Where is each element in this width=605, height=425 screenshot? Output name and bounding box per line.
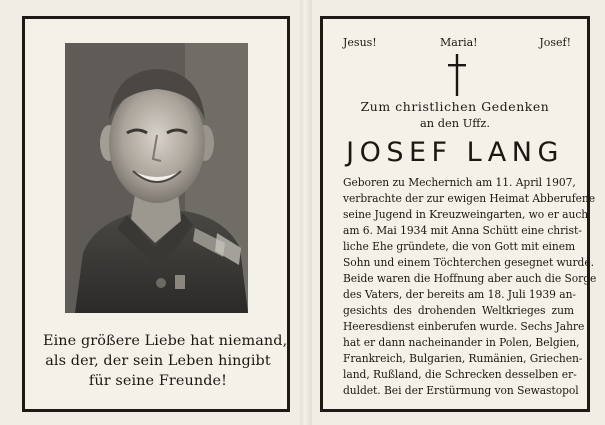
bio-line: seine Jugend in Kreuzweingarten, wo er auch xyxy=(343,208,589,221)
left-panel xyxy=(22,16,290,412)
deceased-name: JOSEF LANG xyxy=(346,137,564,168)
bio-line: hat er dann nacheinander in Polen, Belgien, xyxy=(343,336,580,349)
invocation-josef: Josef! xyxy=(539,36,571,49)
invocation-maria: Maria! xyxy=(440,36,478,49)
biography-text xyxy=(343,175,597,399)
quote-line: Eine größere Liebe hat niemand, xyxy=(43,333,288,349)
bio-line: Sohn und einem Töchterchen gesegnet wurde. xyxy=(343,256,594,269)
bio-line: Heeresdienst einberufen wurde. Sechs Jahre xyxy=(343,320,585,333)
portrait-photo xyxy=(65,43,248,313)
quote-line: als der, der sein Leben hingibt xyxy=(45,353,271,369)
bio-line: verbrachte der zur ewigen Heimat Abberufene xyxy=(343,192,596,205)
right-panel xyxy=(320,16,597,412)
bio-line: des Vaters, der bereits am 18. Juli 1939 an- xyxy=(343,288,576,301)
quote-line: für seine Freunde! xyxy=(88,373,228,389)
bio-line: Beide waren die Hoffnung aber auch die Sorge xyxy=(343,272,597,285)
card-fold xyxy=(300,0,312,425)
bio-line: Frankreich, Bulgarien, Rumänien, Griechen- xyxy=(343,352,583,365)
cross-icon xyxy=(448,54,466,96)
bio-line: am 6. Mai 1934 mit Anna Schütt eine christ- xyxy=(343,224,582,237)
invocation-row xyxy=(323,36,587,52)
bible-quote xyxy=(43,331,288,391)
bio-line: liche Ehe gründete, die von Gott mit einem xyxy=(343,240,576,253)
bio-line: land, Rußland, die Schrecken desselben er- xyxy=(343,368,577,381)
bio-line: duldet. Bei der Erstürmung von Sewastopol xyxy=(343,384,579,397)
bio-line: gesichts des drohenden Weltkrieges zum xyxy=(343,304,574,317)
bio-line: Geboren zu Mechernich am 11. April 1907, xyxy=(343,176,576,189)
rank-line: an den Uffz. xyxy=(419,116,491,130)
memorial-heading: Zum christlichen Gedenken xyxy=(360,99,550,114)
soldier-portrait-image xyxy=(65,43,248,313)
invocation-jesus: Jesus! xyxy=(343,36,377,49)
